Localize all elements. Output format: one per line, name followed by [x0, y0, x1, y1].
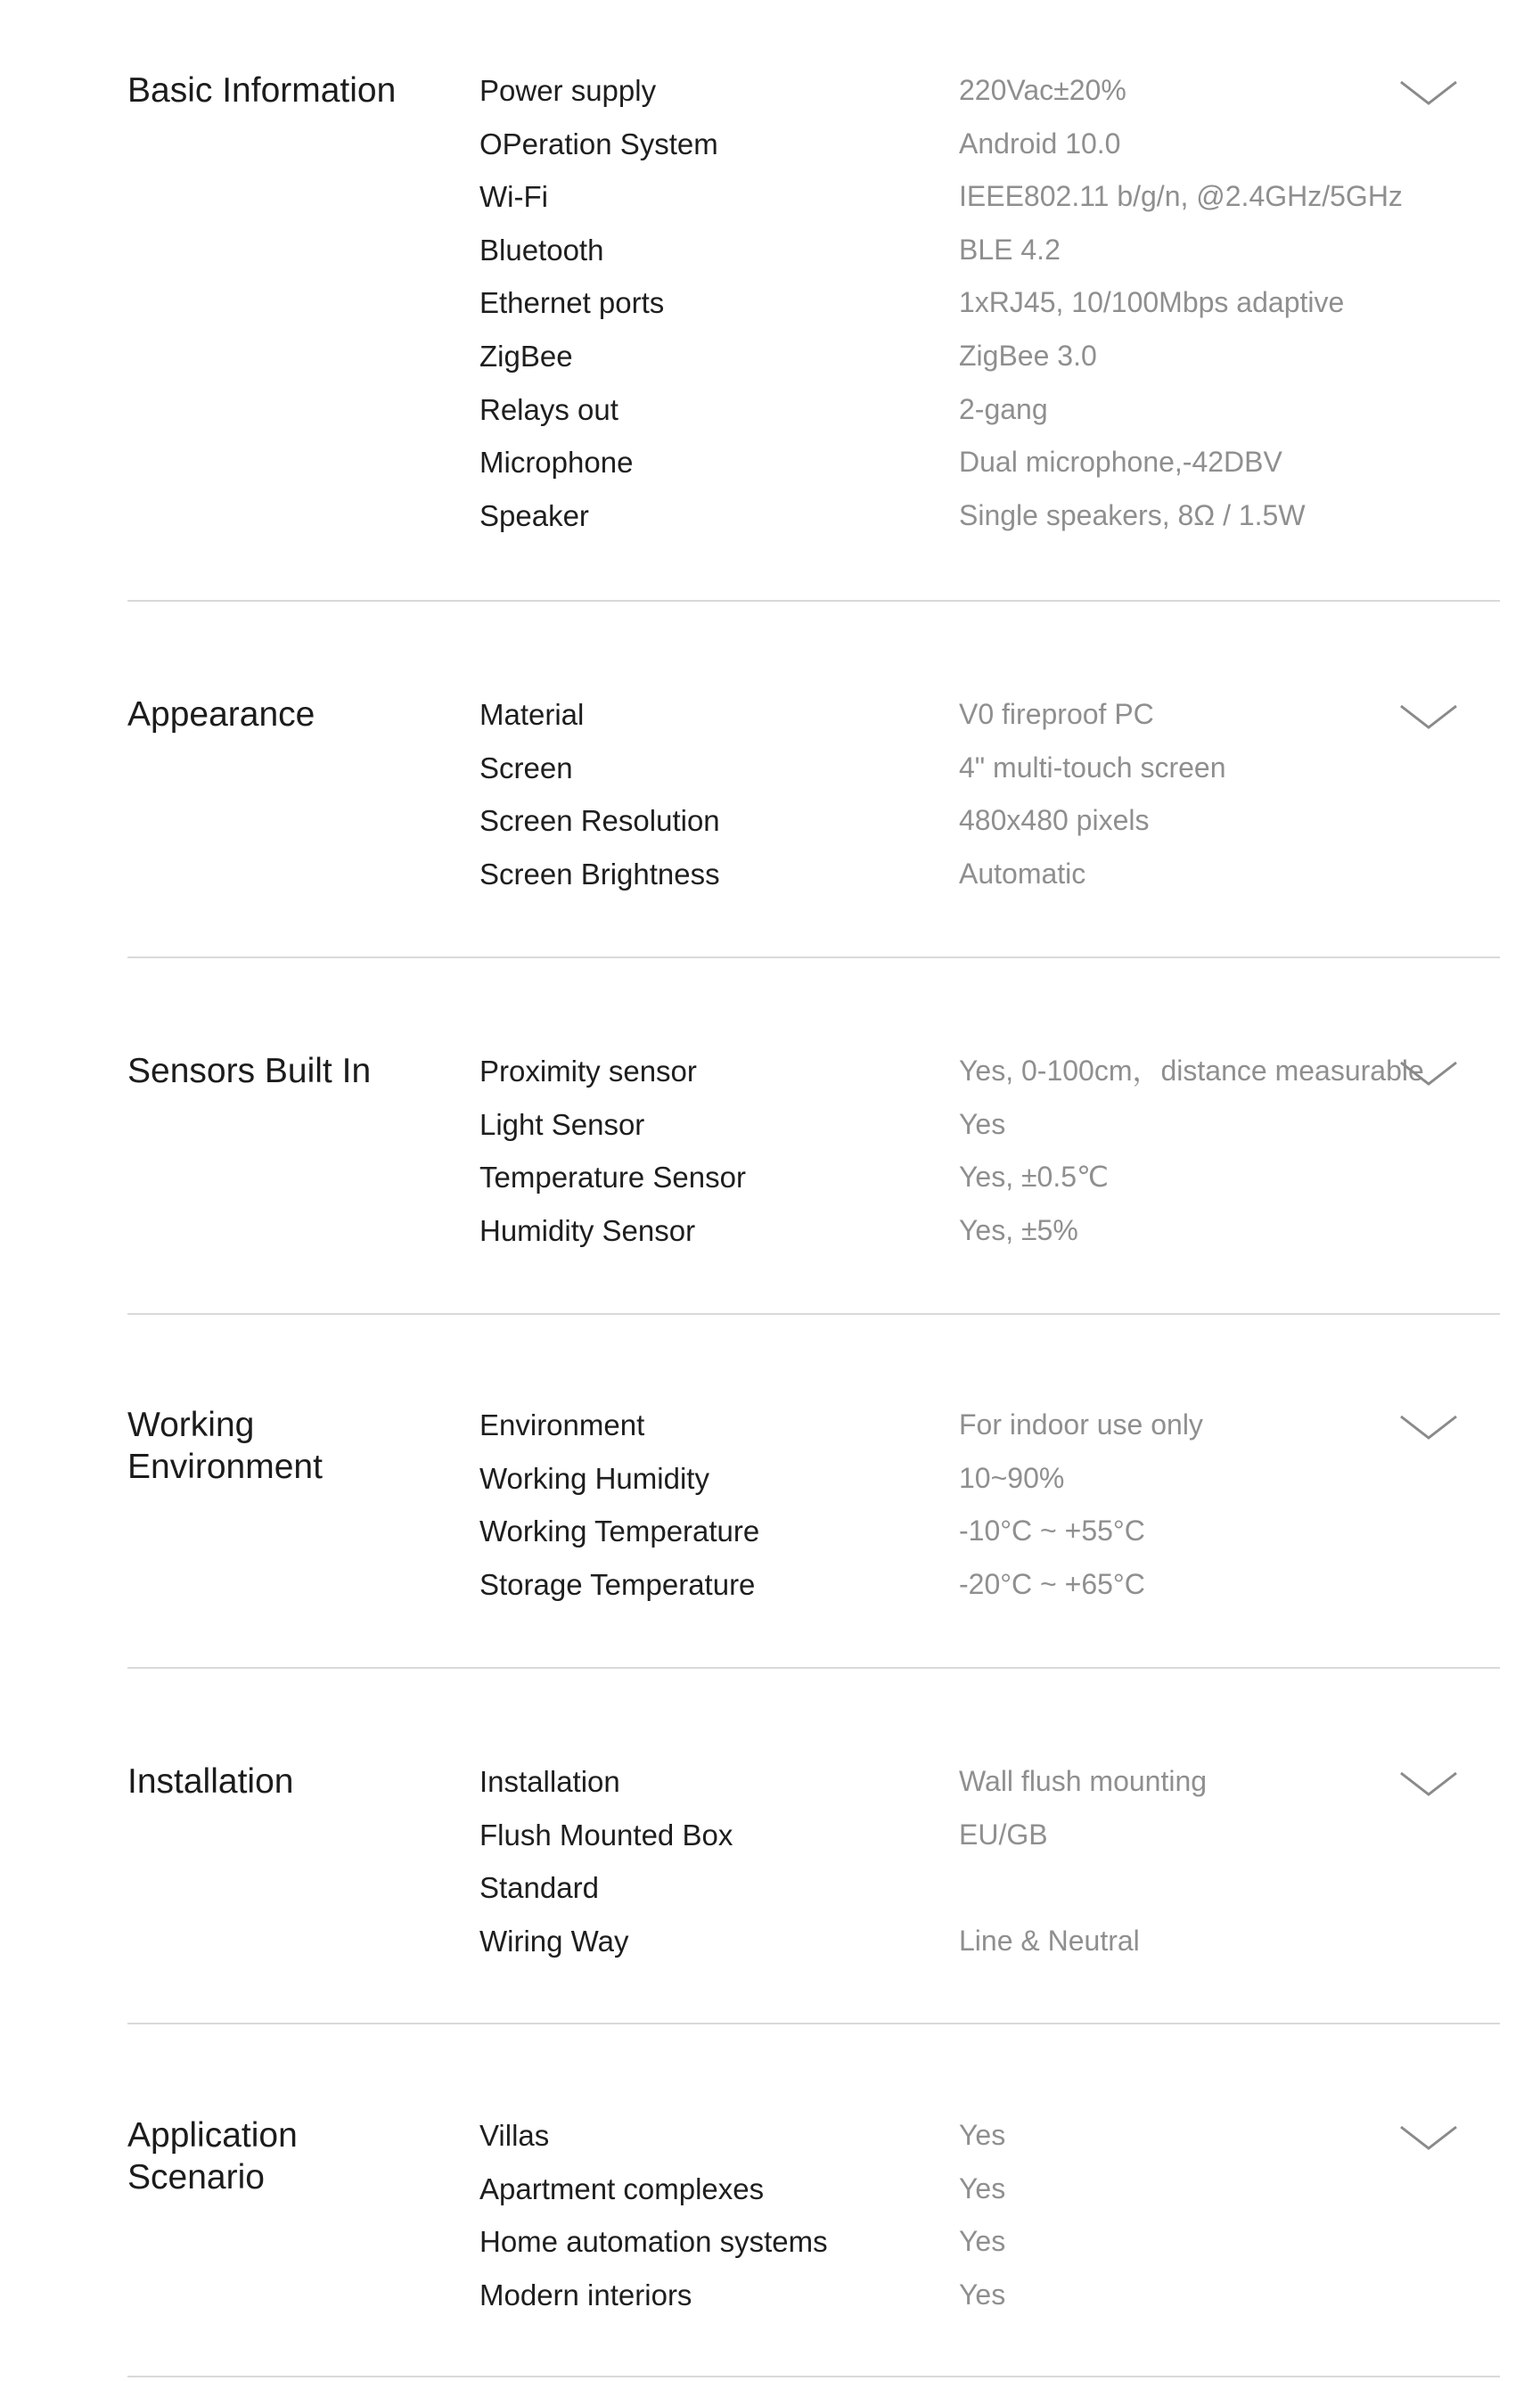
- spec-row: [479, 2168, 1460, 2221]
- spec-label: Temperature Sensor: [479, 1161, 746, 1195]
- spec-rows: [479, 1761, 1460, 1973]
- spec-row: [479, 1156, 1460, 1210]
- spec-row: [479, 282, 1460, 335]
- spec-label: Light Sensor: [479, 1107, 645, 1141]
- section-title: Basic Information: [127, 71, 397, 110]
- spec-value: BLE 4.2: [959, 233, 1061, 266]
- spec-label: Environment: [479, 1408, 645, 1441]
- spec-value: Yes, ±5%: [959, 1213, 1078, 1246]
- spec-label: OPeration System: [479, 127, 718, 160]
- spec-label: Flush Mounted Box: [479, 1818, 733, 1851]
- spec-row: [479, 495, 1460, 548]
- spec-label: Relays out: [479, 392, 618, 426]
- spec-label: Humidity Sensor: [479, 1213, 696, 1247]
- spec-rows: [479, 694, 1460, 906]
- spec-label: Apartment complexes: [479, 2172, 765, 2205]
- spec-label: Screen: [479, 751, 573, 784]
- spec-rows: [479, 2114, 1460, 2327]
- spec-rows: [479, 1050, 1460, 1262]
- section-title: Sensors Built In: [127, 1052, 372, 1090]
- chevron-down-icon[interactable]: [1397, 77, 1460, 112]
- spec-row: [479, 229, 1460, 283]
- section-title: Application Scenario: [127, 2116, 298, 2196]
- spec-value: Dual microphone,-42DBV: [959, 446, 1282, 479]
- spec-row: [479, 1564, 1460, 1617]
- spec-row: [479, 747, 1460, 801]
- chevron-down-icon[interactable]: [1397, 1057, 1460, 1093]
- spec-row: [479, 123, 1460, 177]
- spec-label: Bluetooth: [479, 233, 604, 267]
- section-divider: [127, 1313, 1500, 1315]
- section-title: Installation: [127, 1762, 294, 1801]
- spec-label: Screen Brightness: [479, 857, 720, 891]
- spec-row: [479, 1920, 1460, 1974]
- spec-row: [479, 1814, 1460, 1868]
- spec-value: 2-gang: [959, 392, 1048, 425]
- spec-label: Modern interiors: [479, 2278, 692, 2311]
- spec-label: Screen Resolution: [479, 804, 720, 838]
- spec-label: Ethernet ports: [479, 286, 665, 320]
- spec-value: EU/GB: [959, 1818, 1048, 1851]
- spec-value: Yes: [959, 2172, 1006, 2204]
- spec-row: [479, 1104, 1460, 1157]
- spec-value: Line & Neutral: [959, 1924, 1140, 1957]
- spec-row: [479, 1210, 1460, 1263]
- spec-value: Yes, 0-100cm，distance measurable: [959, 1055, 1424, 1087]
- spec-label: Working Humidity: [479, 1461, 709, 1495]
- spec-value: 10~90%: [959, 1461, 1065, 1494]
- spec-label: Villas: [479, 2119, 550, 2152]
- spec-row: [479, 70, 1460, 123]
- spec-label: Material: [479, 698, 585, 731]
- chevron-down-icon[interactable]: [1397, 701, 1460, 736]
- spec-row: [479, 176, 1460, 229]
- spec-value: IEEE802.11 b/g/n, @2.4GHz/5GHz: [959, 180, 1403, 213]
- spec-row: [479, 1404, 1460, 1457]
- spec-row: [479, 389, 1460, 442]
- spec-label: Working Temperature: [479, 1515, 760, 1548]
- spec-value: Single speakers, 8Ω / 1.5W: [959, 498, 1306, 531]
- spec-row: [479, 2221, 1460, 2274]
- spec-label: Proximity sensor: [479, 1055, 697, 1088]
- spec-row: [479, 1457, 1460, 1511]
- spec-value: 220Vac±20%: [959, 74, 1126, 106]
- spec-label: Wi-Fi: [479, 180, 548, 214]
- spec-rows: [479, 1404, 1460, 1616]
- spec-label: Home automation systems: [479, 2225, 828, 2259]
- spec-row: [479, 1761, 1460, 1814]
- spec-label: ZigBee: [479, 339, 573, 373]
- spec-label: Installation: [479, 1765, 620, 1798]
- spec-label: Microphone: [479, 446, 634, 480]
- spec-row: [479, 694, 1460, 747]
- spec-label: Standard: [479, 1871, 599, 1905]
- spec-row: [479, 2114, 1460, 2168]
- section-divider: [127, 600, 1500, 602]
- spec-row: [479, 1867, 1460, 1920]
- spec-value: 1xRJ45, 10/100Mbps adaptive: [959, 286, 1345, 319]
- spec-row: [479, 1510, 1460, 1564]
- spec-row: [479, 2274, 1460, 2328]
- spec-label: Power supply: [479, 74, 657, 107]
- spec-value: Yes, ±0.5℃: [959, 1161, 1109, 1194]
- spec-value: -10°C ~ +55°C: [959, 1515, 1145, 1548]
- spec-value: For indoor use only: [959, 1408, 1203, 1441]
- section-title: Working Environment: [127, 1406, 323, 1486]
- spec-value: 480x480 pixels: [959, 804, 1150, 837]
- section-divider: [127, 2023, 1500, 2024]
- spec-value: Automatic: [959, 857, 1086, 890]
- section-divider: [127, 2376, 1500, 2377]
- spec-label: Speaker: [479, 498, 589, 532]
- spec-row: [479, 1050, 1460, 1104]
- spec-value: Android 10.0: [959, 127, 1121, 160]
- spec-value: ZigBee 3.0: [959, 339, 1097, 372]
- spec-row: [479, 441, 1460, 495]
- spec-value: Yes: [959, 2119, 1006, 2151]
- spec-row: [479, 800, 1460, 853]
- spec-value: -20°C ~ +65°C: [959, 1567, 1145, 1600]
- spec-rows: [479, 70, 1460, 547]
- spec-value: Yes: [959, 2278, 1006, 2311]
- spec-label: Storage Temperature: [479, 1567, 756, 1601]
- chevron-down-icon[interactable]: [1397, 1768, 1460, 1803]
- spec-value: 4" multi-touch screen: [959, 751, 1226, 784]
- section-divider: [127, 1667, 1500, 1669]
- spec-value: Yes: [959, 2225, 1006, 2258]
- spec-row: [479, 853, 1460, 907]
- spec-row: [479, 335, 1460, 389]
- section-divider: [127, 957, 1500, 958]
- chevron-down-icon[interactable]: [1397, 1411, 1460, 1447]
- spec-value: Wall flush mounting: [959, 1765, 1208, 1797]
- spec-value: Yes: [959, 1107, 1006, 1140]
- section-title: Appearance: [127, 695, 315, 734]
- chevron-down-icon[interactable]: [1397, 2122, 1460, 2157]
- spec-label: Wiring Way: [479, 1924, 629, 1958]
- spec-value: V0 fireproof PC: [959, 698, 1154, 730]
